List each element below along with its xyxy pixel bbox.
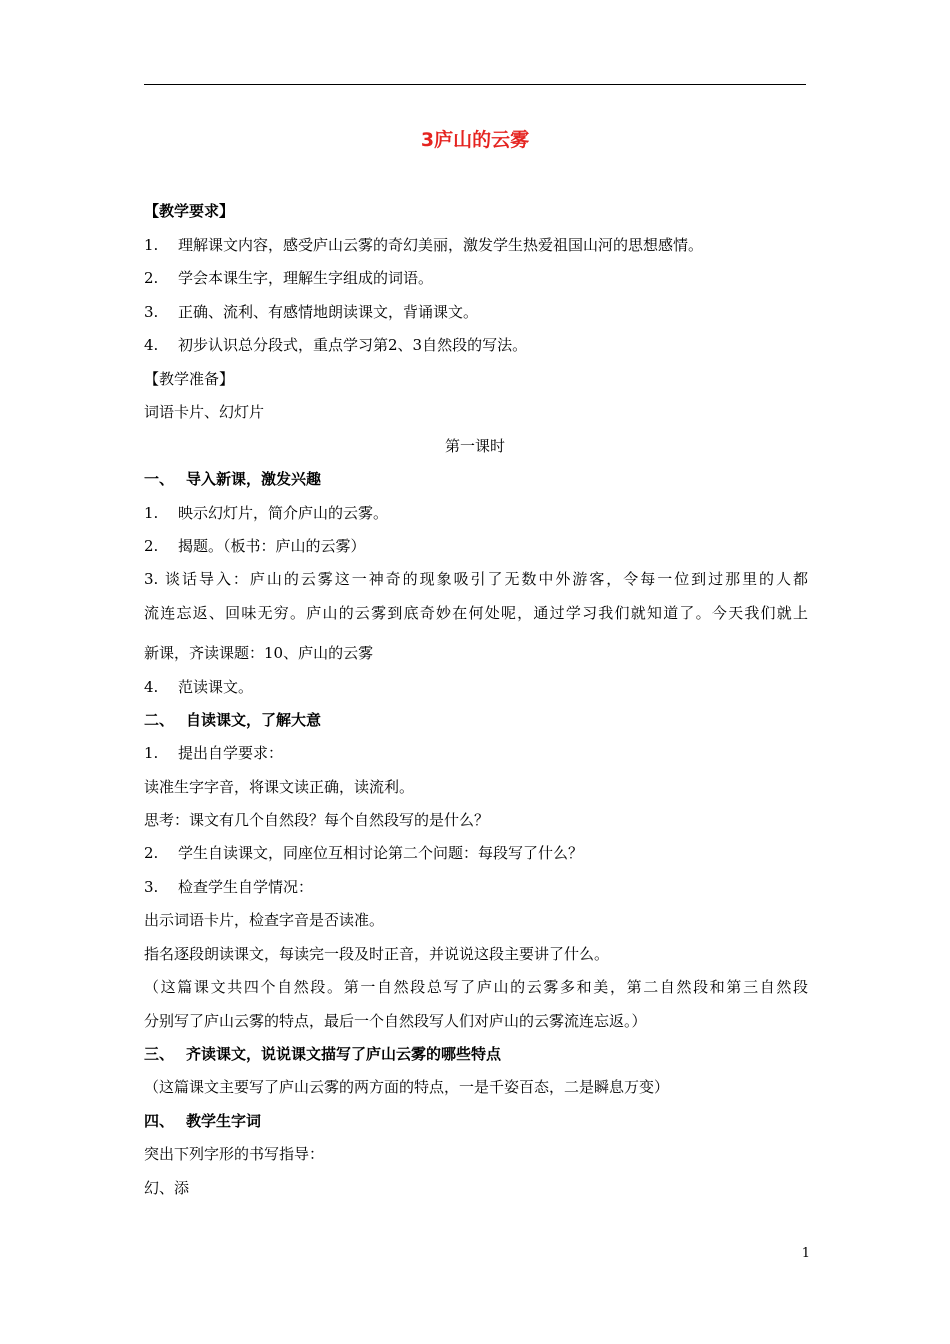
text-line [144, 235, 808, 255]
line-text: 流连忘返、回味无穷。庐山的云雾到底奇妙在何处呢，通过学习我们就知道了。今天我们就上 [144, 604, 808, 622]
list-number: 1. [144, 744, 159, 762]
line-text: 学生自读课文，同座位互相讨论第二个问题：每段写了什么？ [178, 844, 584, 862]
line-text: 【教学要求】 [144, 202, 235, 220]
text-line [144, 810, 808, 830]
line-text: 分别写了庐山云雾的特点，最后一个自然段写人们对庐山的云雾流连忘返。） [144, 1012, 647, 1030]
line-text: 读准生字字音，将课文读正确，读流利。 [144, 778, 415, 796]
line-text: 突出下列字形的书写指导： [144, 1145, 325, 1163]
line-text: 自读课文，了解大意 [186, 711, 322, 729]
text-line [144, 877, 808, 897]
line-text: 【教学准备】 [144, 370, 235, 388]
list-number: 一、 [144, 470, 175, 488]
line-text: 学会本课生字，理解生字组成的词语。 [178, 269, 434, 287]
text-line [144, 569, 808, 589]
text-line [144, 777, 808, 797]
text-line [144, 1077, 808, 1097]
text-line [144, 677, 808, 697]
section-heading [144, 1044, 808, 1064]
line-text: 正确、流利、有感情地朗读课文，背诵课文。 [178, 303, 479, 321]
section-heading [144, 710, 808, 730]
list-number: 2. [144, 537, 159, 555]
line-text: 范读课文。 [178, 678, 254, 696]
line-text: 词语卡片、幻灯片 [144, 403, 265, 421]
text-line [144, 402, 808, 422]
list-number: 2. [144, 844, 159, 862]
list-number: 4. [144, 336, 159, 354]
line-text: 导入新课，激发兴趣 [186, 470, 322, 488]
line-text: 幻、添 [144, 1179, 190, 1197]
line-text: 映示幻灯片，简介庐山的云雾。 [178, 504, 389, 522]
line-text: 指名逐段朗读课文，每读完一段及时正音，并说说这段主要讲了什么。 [144, 945, 610, 963]
line-text: 第一课时 [444, 437, 505, 455]
text-line [144, 977, 808, 997]
section-heading [144, 1111, 808, 1131]
text-line [144, 743, 808, 763]
line-text: 思考：课文有几个自然段？每个自然段写的是什么？ [144, 811, 490, 829]
line-text: 初步认识总分段式，重点学习第2、3自然段的写法。 [178, 336, 528, 354]
list-number: 3. [144, 303, 159, 321]
list-number: 4. [144, 678, 159, 696]
list-number: 1. [144, 504, 159, 522]
text-line [144, 910, 808, 930]
line-text: （这篇课文主要写了庐山云雾的两方面的特点，一是千姿百态，二是瞬息万变） [144, 1078, 670, 1096]
text-line [144, 643, 808, 663]
line-text: 3. 谈话导入：庐山的云雾这一神奇的现象吸引了无数中外游客，令每一位到过那里的人都 [144, 570, 808, 588]
list-number: 二、 [144, 711, 175, 729]
list-number: 1. [144, 236, 159, 254]
line-text: 教学生字词 [186, 1112, 262, 1130]
text-line [144, 1178, 808, 1198]
list-number: 3. [144, 878, 159, 896]
section-heading [144, 469, 808, 489]
text-line [144, 503, 808, 523]
document-title: 3庐山的云雾 [420, 129, 530, 151]
text-line [144, 944, 808, 964]
text-line [144, 369, 808, 389]
text-line [144, 1011, 808, 1031]
text-line [144, 335, 808, 355]
line-text: 齐读课文，说说课文描写了庐山云雾的哪些特点 [186, 1045, 502, 1063]
line-text: 提出自学要求： [178, 744, 284, 762]
text-line [144, 1144, 808, 1164]
header-rule [144, 84, 806, 85]
line-text: 检查学生自学情况： [178, 878, 314, 896]
text-line [144, 302, 808, 322]
text-line [144, 536, 808, 556]
list-number: 四、 [144, 1112, 175, 1130]
text-line [144, 603, 808, 623]
line-text: 揭题。（板书：庐山的云雾） [178, 537, 366, 555]
line-text: 新课，齐读课题：10、庐山的云雾 [144, 644, 374, 662]
list-number: 三、 [144, 1045, 175, 1063]
list-number: 2. [144, 269, 159, 287]
lesson-heading [0, 436, 950, 456]
text-line [144, 843, 808, 863]
text-line [144, 201, 808, 221]
line-text: 出示词语卡片，检查字音是否读准。 [144, 911, 385, 929]
line-text: 理解课文内容，感受庐山云雾的奇幻美丽，激发学生热爱祖国山河的思想感情。 [178, 236, 704, 254]
line-text: （这篇课文共四个自然段。第一自然段总写了庐山的云雾多和美，第二自然段和第三自然段 [144, 978, 808, 996]
page-number: 1 [801, 1246, 810, 1261]
text-line [144, 268, 808, 288]
